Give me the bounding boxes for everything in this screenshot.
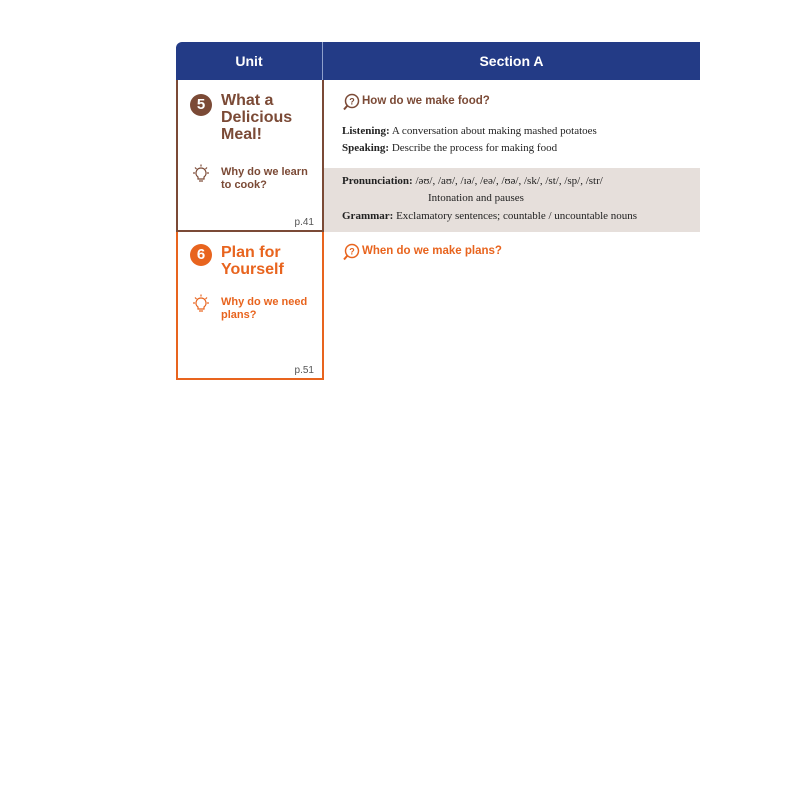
section-question-text: How do we make food? [362,95,490,107]
unit-border-left [176,80,178,232]
big-question: Why do we learn to cook? [221,166,308,191]
unit-number-badge: 6 [190,244,212,266]
speaking-label: Speaking: [342,142,390,154]
pronunciation-label: Pronunciation: [342,175,413,187]
page-reference: p.41 [294,217,314,228]
pronunciation-grammar-panel [324,168,700,232]
unit-number-badge: 5 [190,94,212,116]
svg-text:?: ? [349,96,355,107]
grammar-line [342,210,637,222]
svg-text:?: ? [349,246,355,257]
unit-border-bottom [176,378,322,380]
header-unit: Unit [235,53,263,69]
big-question: Why do we need plans? [221,296,308,321]
unit-title-line: What a [221,92,274,109]
unit-title-line: Delicious [221,109,293,126]
unit-title-line: Meal! [221,126,262,143]
section-cell [324,80,700,232]
speaking-line [342,142,557,154]
unit-cell [176,232,322,380]
table-header [176,42,700,80]
unit-title [221,92,321,143]
lightbulb-icon [190,164,212,186]
pronunciation-text: /əʊ/, /aʊ/, /ɪə/, /eə/, /ʊə/, /sk/, /st/, /sp/, /str/ [415,175,603,187]
unit-title [221,244,321,278]
unit-row-5 [176,80,700,232]
section-question-text: When do we make plans? [362,245,502,257]
unit-title-line: Plan for [221,244,281,261]
listening-line [342,125,597,137]
unit-title-line: Yourself [221,261,284,278]
grammar-text: Exclamatory sentences; countable / uncountable nouns [396,210,638,222]
listening-label: Listening: [342,125,390,137]
contents-table [176,42,700,743]
section-cell [324,232,700,380]
magnifier-question-icon [342,242,362,262]
listening-text: A conversation about making mashed potatoes [391,125,597,137]
grammar-label: Grammar: [342,210,394,222]
page-reference: p.51 [294,365,314,376]
unit-cell [176,80,322,232]
pronunciation-text-cont: Intonation and pauses [428,192,524,204]
unit-border-left [176,232,178,380]
pronunciation-line [342,175,603,187]
lightbulb-icon [190,294,212,316]
header-section: Section A [479,53,544,69]
speaking-text: Describe the process for making food [391,142,558,154]
magnifier-question-icon [342,92,362,112]
unit-row-6 [176,232,700,380]
